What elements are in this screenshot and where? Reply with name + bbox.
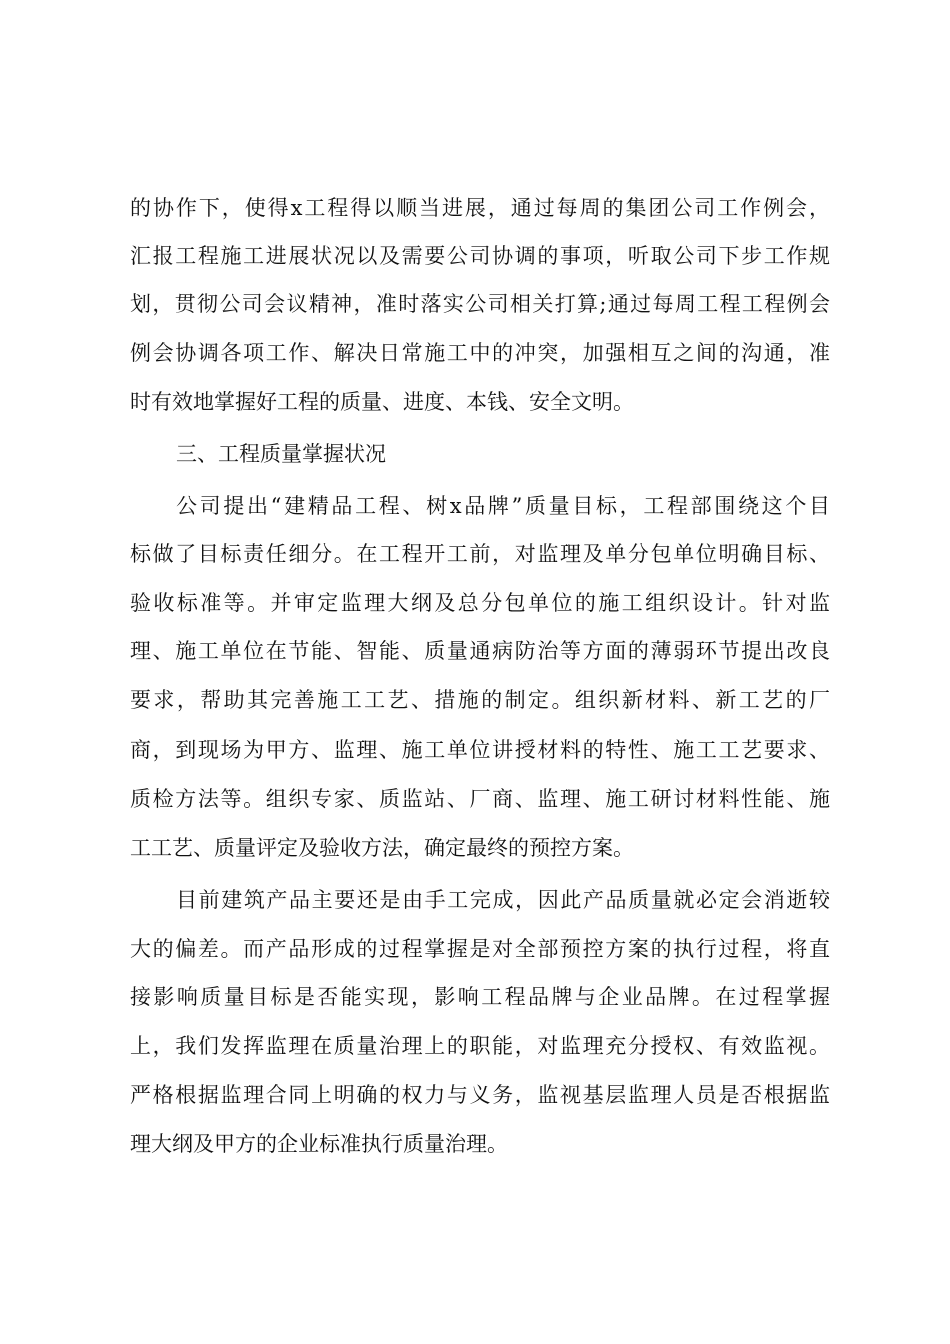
paragraph-3-line-5: 严格根据监理合同上明确的权力与义务，监视基层监理人员是否根据监 — [130, 1083, 830, 1107]
paragraph-2-line-3: 验收标准等。并审定监理大纲及总分包单位的施工组织设计。针对监 — [130, 591, 830, 615]
paragraph-3-line-1: 目前建筑产品主要还是由手工完成，因此产品质量就必定会消逝较 — [176, 888, 830, 912]
paragraph-2-line-5: 要求，帮助其完善施工工艺、措施的制定。组织新材料、新工艺的厂 — [130, 688, 830, 712]
paragraph-2-line-8: 工工艺、质量评定及验收方法，确定最终的预控方案。 — [130, 836, 634, 860]
paragraph-1-line-1: 的协作下，使得x工程得以顺当进展，通过每周的集团公司工作例会， — [130, 196, 830, 220]
paragraph-2-line-4: 理、施工单位在节能、智能、质量通病防治等方面的薄弱环节提出改良 — [130, 639, 830, 663]
paragraph-3-line-6: 理大纲及甲方的企业标准执行质量治理。 — [130, 1132, 508, 1156]
paragraph-1-line-2: 汇报工程施工进展状况以及需要公司协调的事项，听取公司下步工作规 — [130, 244, 830, 268]
section-heading: 三、工程质量掌握状况 — [176, 442, 386, 466]
paragraph-1-line-4: 例会协调各项工作、解决日常施工中的冲突，加强相互之间的沟通，准 — [130, 341, 830, 365]
paragraph-3-line-4: 上，我们发挥监理在质量治理上的职能，对监理充分授权、有效监视。 — [130, 1034, 830, 1058]
paragraph-3-line-2: 大的偏差。而产品形成的过程掌握是对全部预控方案的执行过程，将直 — [130, 937, 830, 961]
paragraph-1-line-3: 划，贯彻公司会议精神，准时落实公司相关打算;通过每周工程工程例会 — [130, 292, 830, 316]
paragraph-2-line-7: 质检方法等。组织专家、质监站、厂商、监理、施工研讨材料性能、施 — [130, 787, 830, 811]
paragraph-3-line-3: 接影响质量目标是否能实现，影响工程品牌与企业品牌。在过程掌握 — [130, 985, 830, 1009]
paragraph-2-line-2: 标做了目标责任细分。在工程开工前，对监理及单分包单位明确目标、 — [130, 542, 830, 566]
paragraph-2-line-1: 公司提出“建精品工程、树x品牌”质量目标，工程部围绕这个目 — [176, 494, 830, 518]
paragraph-2-line-6: 商，到现场为甲方、监理、施工单位讲授材料的特性、施工工艺要求、 — [130, 738, 830, 762]
paragraph-1-line-5: 时有效地掌握好工程的质量、进度、本钱、安全文明。 — [130, 390, 634, 414]
